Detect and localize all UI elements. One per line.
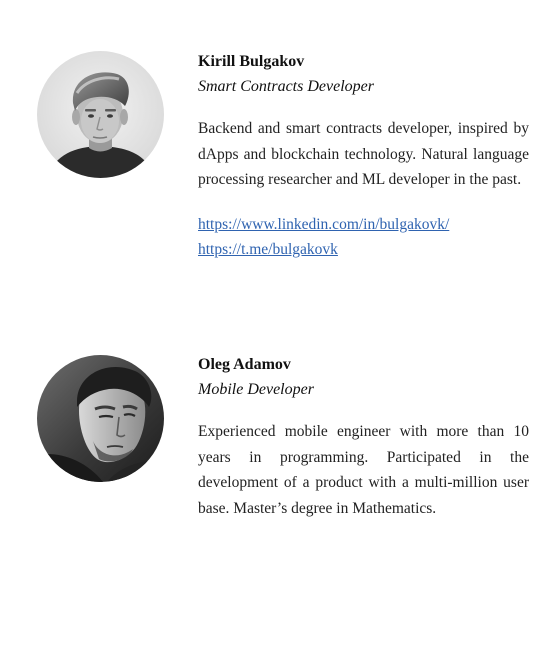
member-bio: Experienced mobile engineer with more than 10 years in programming. Participated in the development of a product with a multi-million user base. Master’s degree in Mathematics. — [198, 423, 529, 517]
member-name: Kirill Bulgakov — [198, 53, 305, 70]
linkedin-link[interactable]: https://www.linkedin.com/in/bulgakovk/ — [198, 215, 450, 233]
member-links — [198, 212, 529, 263]
member-role: Mobile Developer — [198, 381, 314, 398]
telegram-link[interactable]: https://t.me/bulgakovk — [198, 241, 338, 258]
avatar — [37, 355, 164, 482]
portrait-photo — [37, 355, 164, 482]
member-info — [198, 52, 529, 263]
member-bio: Backend and smart contracts developer, inspired by dApps and blockchain technology. Natural language processing researcher and ML developer in the past. — [198, 120, 529, 188]
member-info — [198, 355, 529, 521]
avatar — [37, 51, 164, 178]
member-role: Smart Contracts Developer — [198, 78, 374, 95]
member-name: Oleg Adamov — [198, 356, 291, 373]
portrait-photo — [37, 51, 164, 178]
